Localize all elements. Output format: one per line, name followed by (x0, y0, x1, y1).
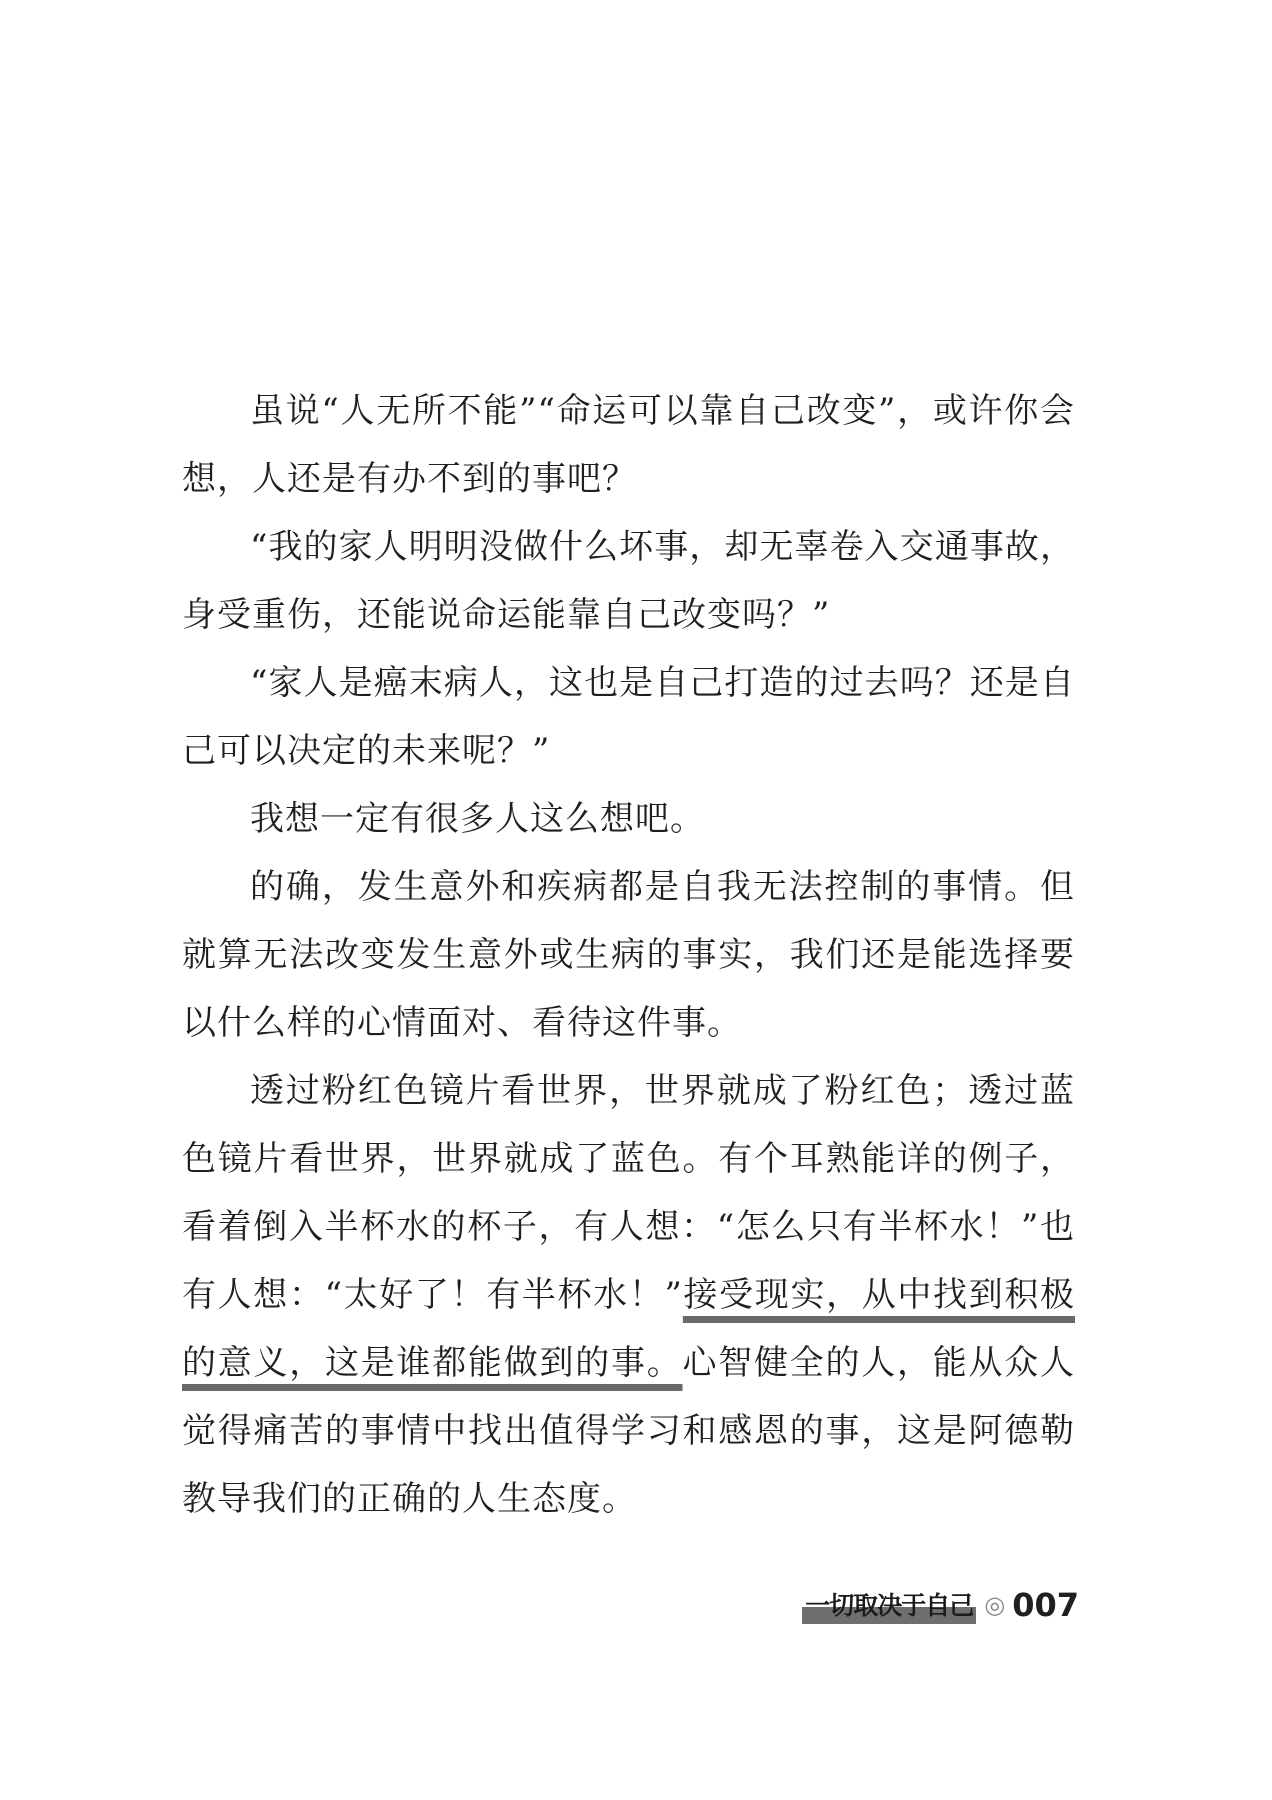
paragraph-3: “家人是癌末病人，这也是自己打造的过去吗？还是自己可以决定的未来呢？” (182, 663, 1075, 771)
running-title: 一切取决于自己 (802, 1586, 976, 1624)
page-footer (802, 1585, 1079, 1625)
bullseye-icon: ◎ (984, 1591, 1006, 1619)
paragraph-4: 我想一定有很多人这么想吧。 (250, 799, 705, 839)
paragraph-6-text-after: 心智健全的人，能从众人觉得痛苦的事情中找出值得学习和感恩的事，这是阿德勒教导我们的正确的人生态度。 (182, 1343, 1075, 1519)
paragraph-2: “我的家人明明没做什么坏事，却无辜卷入交通事故，身受重伤，还能说命运能靠自己改变吗？” (182, 527, 1075, 635)
paragraph-6 (182, 1057, 1075, 1533)
underlined-highlight: 接受现实，从中找到积极的意义，这是谁都能做到的事。 (182, 1275, 1076, 1383)
paragraph-6-text-before: 透过粉红色镜片看世界，世界就成了粉红色；透过蓝色镜片看世界，世界就成了蓝色。有个耳熟能详的例子，看着倒入半杯水的杯子，有人想：“怎么只有半杯水！”也有人想：“太好了！有半杯水！” (182, 1071, 1075, 1315)
paragraph-1: 虽说“人无所不能”“命运可以靠自己改变”，或许你会想，人还是有办不到的事吧？ (182, 391, 1075, 499)
body-text (182, 377, 1075, 1533)
page-number: 007 (1012, 1586, 1079, 1624)
paragraph-5: 的确，发生意外和疾病都是自我无法控制的事情。但就算无法改变发生意外或生病的事实，我们还是能选择要以什么样的心情面对、看待这件事。 (182, 867, 1075, 1043)
